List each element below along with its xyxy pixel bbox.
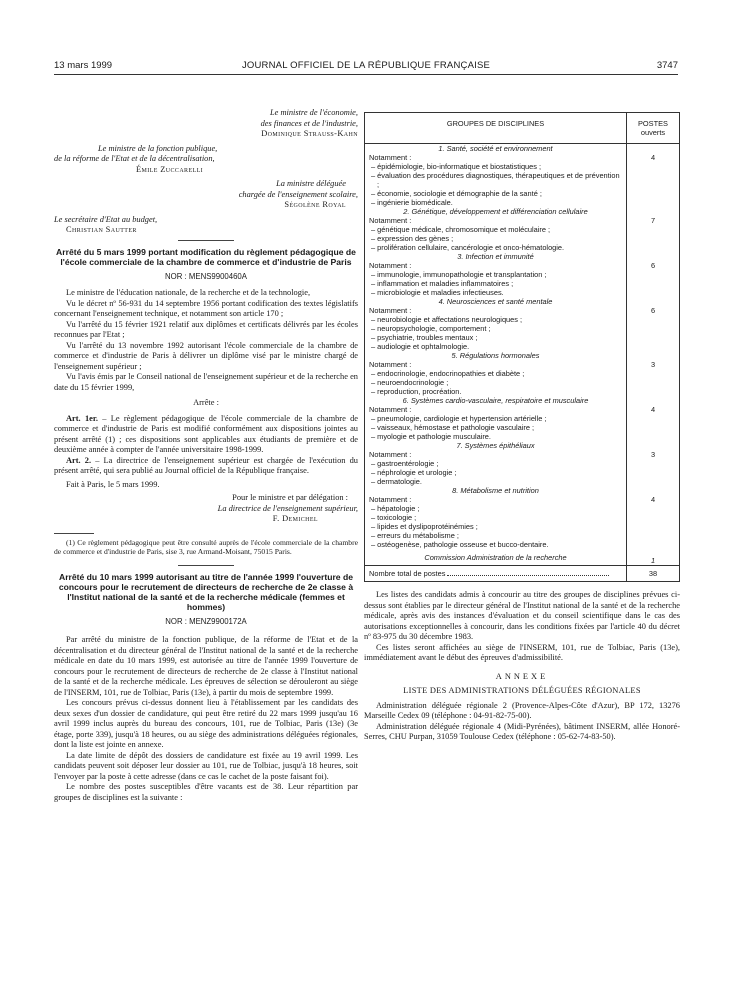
table-row: [365, 162, 680, 171]
journal-title: JOURNAL OFFICIEL DE LA RÉPUBLIQUE FRANÇAISE: [241, 60, 491, 71]
discipline-item: – reproduction, procréation.: [365, 387, 627, 396]
article-2: [54, 456, 358, 477]
empty-cell: [627, 504, 680, 513]
header-date: 13 mars 1999: [54, 60, 113, 71]
right-column: [364, 112, 680, 743]
table-row: [365, 522, 680, 531]
group-title-row: [365, 297, 680, 306]
group-notamment-row: [365, 360, 680, 369]
signatory-name: Émile Zuccarelli: [136, 164, 204, 174]
group-empty-cell: [627, 252, 680, 261]
group-title: 8. Métabolisme et nutrition: [365, 486, 627, 495]
group-notamment-row: [365, 216, 680, 225]
signatory-name: Ségolène Royal: [284, 200, 346, 209]
paragraph: Vu l'arrêté du 15 février 1921 relatif aux diplômes et certificats délivrés par les écoles reconnues par l'Etat ;: [54, 319, 358, 339]
signatory-title: chargée de l'enseignement scolaire,: [238, 189, 358, 199]
group-notamment-row: [365, 306, 680, 315]
table-row: [365, 504, 680, 513]
signatory-title: La directrice de l'enseignement supérieur,: [217, 503, 358, 513]
signature-block: [54, 493, 358, 525]
empty-cell: [627, 531, 680, 540]
group-title-row: [365, 144, 680, 154]
header-groupes: GROUPES DE DISCIPLINES: [365, 113, 627, 144]
group-count: 3: [627, 360, 680, 369]
discipline-item: – épidémiologie, bio-informatique et biostatistiques ;: [365, 162, 627, 171]
paragraph: Administration déléguée régionale 4 (Midi-Pyrénées), bâtiment INSERM, allée Honoré-Serres, CHU Purpan, 31059 Toulouse Cedex (téléphone : 05-62-74-83-50).: [364, 721, 680, 741]
group-title-row: [365, 396, 680, 405]
empty-cell: [627, 171, 680, 189]
group-notamment-row: [365, 450, 680, 459]
group-title-row: [365, 486, 680, 495]
table-row: [365, 333, 680, 342]
discipline-item: – vaisseaux, hémostase et pathologie vasculaire ;: [365, 423, 627, 432]
discipline-item: – ingénierie biomédicale.: [365, 198, 627, 207]
signatory-name: F. Demichel: [272, 514, 318, 523]
notamment-label: Notamment :: [365, 360, 627, 369]
header-postes: [627, 113, 680, 144]
group-title: 1. Santé, société et environnement: [365, 144, 627, 154]
table-row: [365, 171, 680, 189]
group-empty-cell: [627, 396, 680, 405]
notamment-label: Notamment :: [365, 261, 627, 270]
discipline-item: – lipides et dyslipoprotéinémies ;: [365, 522, 627, 531]
signatory-title: des finances et de l'industrie,: [260, 118, 358, 128]
empty-cell: [627, 540, 680, 549]
empty-cell: [627, 198, 680, 207]
group-title-row: [365, 441, 680, 450]
table-row: [365, 324, 680, 333]
annexe-heading: ANNEXE: [495, 671, 549, 681]
paragraph: Vu l'avis émis par le Conseil national de l'enseignement supérieur et de la recherche en date du 15 février 1999,: [54, 372, 358, 392]
empty-cell: [627, 243, 680, 252]
empty-cell: [627, 369, 680, 378]
table-row: [365, 432, 680, 441]
signatory-title: Le secrétaire d'Etat au budget,: [54, 214, 158, 224]
discipline-item: – microbiologie et maladies infectieuses.: [365, 288, 627, 297]
group-count: 4: [627, 495, 680, 504]
discipline-item: – myologie et pathologie musculaire.: [365, 432, 627, 441]
empty-cell: [627, 432, 680, 441]
total-count: 38: [627, 566, 680, 582]
page-number: 3747: [656, 60, 678, 71]
discipline-item: – gastroentérologie ;: [365, 459, 627, 468]
signatory-title: Le ministre de l'économie,: [269, 108, 358, 117]
group-title: 7. Systèmes épithéliaux: [365, 441, 627, 450]
table-row: [365, 243, 680, 252]
separator: [178, 565, 234, 566]
commission-count: 1: [627, 549, 680, 566]
article-text: – Le règlement pédagogique de l'école commerciale de la chambre de commerce et d'industrie de Paris est modifié conformément aux dispositions jointes au présent arrêté (1) ; ces dispositions sont applicables aux étudiants de première et de deuxième année à compter de l'année universitaire 1998-1999.: [54, 413, 359, 454]
total-row: [365, 566, 680, 582]
table-row: [365, 234, 680, 243]
empty-cell: [627, 378, 680, 387]
nor-reference: NOR : MENS9900460A: [165, 271, 247, 281]
signatory-title: Le ministre de la fonction publique,: [98, 143, 218, 153]
separator: [178, 240, 234, 241]
page-header: [54, 60, 678, 74]
empty-cell: [627, 477, 680, 486]
group-title: 3. Infection et immunité: [365, 252, 627, 261]
article-text: – La directrice de l'enseignement supérieur est chargée de l'exécution du présent arrêté, qui sera publié au Journal officiel de la République française.: [54, 455, 358, 475]
group-count: 6: [627, 261, 680, 270]
empty-cell: [627, 459, 680, 468]
table-row: [365, 189, 680, 198]
empty-cell: [627, 468, 680, 477]
article-label: Art. 2.: [66, 455, 92, 465]
footnote-rule: [54, 533, 94, 534]
group-title: 4. Neurosciences et santé mentale: [365, 297, 627, 306]
header-rule: [54, 74, 678, 75]
group-empty-cell: [627, 207, 680, 216]
paragraph: Vu le décret nº 56-931 du 14 septembre 1956 portant codification des textes législatifs concernant l'enseignement technique, et notamment son article 170 ;: [54, 298, 358, 318]
signatory-name: Christian Sautter: [66, 225, 137, 234]
discipline-item: – inflammation et maladies inflammatoires ;: [365, 279, 627, 288]
group-title: 5. Régulations hormonales: [365, 351, 627, 360]
group-empty-cell: [627, 486, 680, 495]
group-title: 2. Génétique, développement et différenciation cellulaire: [365, 207, 627, 216]
arrete-word: Arrête :: [193, 398, 219, 407]
paragraph: Les concours prévus ci-dessus donnent lieu à l'établissement par les candidats des deux sexes d'un dossier de candidature, qui peut être retiré du 22 mars 1999 jusqu'au 16 avril 1999 inclus auprès du bureau des concours, 101, rue de Tolbiac, Paris (13e) (3e étage, porte 339), jusqu'à 18 heures, ou au siège des administrations déléguées régionales, dont la liste est jointe en annexe.: [54, 698, 358, 749]
total-label-cell: [365, 566, 627, 582]
notamment-label: Notamment :: [365, 153, 627, 162]
after-table: [364, 590, 680, 743]
signatory-title: de la réforme de l'Etat et de la décentralisation,: [54, 154, 215, 163]
discipline-item: – neuropsychologie, comportement ;: [365, 324, 627, 333]
discipline-item: – dermatologie.: [365, 477, 627, 486]
discipline-item: – ostéogenèse, pathologie osseuse et bucco-dentaire.: [365, 540, 627, 549]
arrete-title: Arrêté du 10 mars 1999 autorisant au titre de l'année 1999 l'ouverture de concours pour le recrutement de directeurs de recherche de 2e classe à l'Institut national de la santé et de la recherche médicale (femmes et hommes): [58, 571, 354, 612]
notamment-label: Notamment :: [365, 450, 627, 459]
group-empty-cell: [627, 297, 680, 306]
empty-cell: [627, 414, 680, 423]
table-row: [365, 540, 680, 549]
empty-cell: [627, 324, 680, 333]
group-count: 6: [627, 306, 680, 315]
signatory-name: Dominique Strauss-Kahn: [261, 129, 358, 138]
table-row: [365, 279, 680, 288]
nor-reference: NOR : MENZ9900172A: [165, 616, 247, 626]
paragraph: Ces listes seront affichées au siège de l'INSERM, 101, rue de Tolbiac, Paris (13e), immédiatement avant le début des épreuves d'admissibilité.: [364, 642, 680, 662]
paragraph: Par arrêté du ministre de la fonction publique, de la réforme de l'Etat et de la décentralisation et du directeur général de l'Institut national de la santé et de la recherche médicale en date du 10 mars 1999, est autorisée au titre de l'année 1999 l'ouverture de concours pour le recrutement de directeurs de recherche de 2e classe à l'Institut national de la santé et de la recherche médicale. Les épreuves de sélection se dérouleront au siège de l'INSERM, 101, rue de Tolbiac, Paris (13e), à partir du mois de septembre 1999.: [54, 635, 358, 697]
empty-cell: [627, 279, 680, 288]
discipline-item: – pneumologie, cardiologie et hypertension artérielle ;: [365, 414, 627, 423]
group-empty-cell: [627, 441, 680, 450]
discipline-item: – audiologie et ophtalmologie.: [365, 342, 627, 351]
discipline-item: – erreurs du métabolisme ;: [365, 531, 627, 540]
group-empty-cell: [627, 351, 680, 360]
commission-label: Commission Administration de la recherche: [365, 549, 627, 566]
table-row: [365, 414, 680, 423]
group-notamment-row: [365, 153, 680, 162]
empty-cell: [627, 225, 680, 234]
group-count: 3: [627, 450, 680, 459]
footnote: (1) Ce règlement pédagogique peut être consulté auprès de l'école commerciale de la chambre de commerce et d'industrie de Paris, sise 3, rue Armand-Moisant, 75015 Paris.: [54, 537, 358, 556]
group-notamment-row: [365, 261, 680, 270]
notamment-label: Notamment :: [365, 306, 627, 315]
fait-date: Fait à Paris, le 5 mars 1999.: [66, 479, 160, 489]
discipline-item: – immunologie, immunopathologie et transplantation ;: [365, 270, 627, 279]
table-row: [365, 198, 680, 207]
signature-block: [54, 108, 358, 236]
article-1: [54, 414, 358, 456]
dot-leader: [447, 575, 609, 576]
discipline-item: – prolifération cellulaire, cancérologie et onco-hématologie.: [365, 243, 627, 252]
table-row: [365, 369, 680, 378]
group-count: 4: [627, 153, 680, 162]
empty-cell: [627, 342, 680, 351]
empty-cell: [627, 423, 680, 432]
signatory-title: Pour le ministre et par délégation :: [232, 493, 348, 502]
paragraph: Administration déléguée régionale 2 (Provence-Alpes-Côte d'Azur), BP 172, 13276 Marseille Cedex 09 (téléphone : 04-91-82-75-00).: [364, 700, 680, 720]
paragraph: Le ministre de l'éducation nationale, de la recherche et de la technologie,: [66, 288, 311, 297]
notamment-label: Notamment :: [365, 495, 627, 504]
table-row: [365, 477, 680, 486]
group-empty-cell: [627, 144, 680, 154]
group-title-row: [365, 252, 680, 261]
group-title: 6. Systèmes cardio-vasculaire, respiratoire et musculaire: [365, 396, 627, 405]
empty-cell: [627, 315, 680, 324]
paragraph: Les listes des candidats admis à concourir au titre des groupes de disciplines prévues ci-dessus sont établies par le directeur général de l'Institut national de la santé et de la recherche médicale, après avis des instances d'évaluation et du conseil scientifique dans le cas des autorisations exceptionnelles à concourir, dans les conditions fixées par l'article 40 du décret nº 83-975 du 30 décembre 1983.: [364, 590, 680, 641]
left-column: [54, 108, 358, 803]
header-postes-line: POSTES: [638, 119, 668, 128]
empty-cell: [627, 387, 680, 396]
discipline-item: – néphrologie et urologie ;: [365, 468, 627, 477]
paragraph: Vu l'arrêté du 13 novembre 1992 autorisant l'école commerciale de la chambre de commerce et d'industrie de Paris à délivrer un diplôme visé par le ministre chargé de l'enseignement supérieur ;: [54, 340, 358, 371]
group-notamment-row: [365, 405, 680, 414]
table-row: [365, 270, 680, 279]
table-row: [365, 468, 680, 477]
empty-cell: [627, 333, 680, 342]
total-label: Nombre total de postes: [369, 569, 446, 578]
group-title-row: [365, 207, 680, 216]
discipline-item: – neurobiologie et affectations neurologiques ;: [365, 315, 627, 324]
empty-cell: [627, 270, 680, 279]
group-count: 7: [627, 216, 680, 225]
discipline-item: – évaluation des procédures diagnostiques, thérapeutiques et de prévention ;: [365, 171, 627, 189]
table-row: [365, 387, 680, 396]
arrete-title: Arrêté du 5 mars 1999 portant modification du règlement pédagogique de l'école commerciale de la chambre de commerce et d'industrie de Paris: [56, 246, 356, 267]
empty-cell: [627, 513, 680, 522]
annexe-subheading: LISTE DES ADMINISTRATIONS DÉLÉGUÉES RÉGIONALES: [403, 686, 641, 695]
table-row: [365, 225, 680, 234]
notamment-label: Notamment :: [365, 405, 627, 414]
empty-cell: [627, 234, 680, 243]
table-row: [365, 315, 680, 324]
header-postes-line: ouverts: [640, 128, 666, 137]
discipline-item: – hépatologie ;: [365, 504, 627, 513]
table-row: [365, 459, 680, 468]
discipline-item: – économie, sociologie et démographie de la santé ;: [365, 189, 627, 198]
discipline-item: – toxicologie ;: [365, 513, 627, 522]
group-count: 4: [627, 405, 680, 414]
discipline-item: – génétique médicale, chromosomique et moléculaire ;: [365, 225, 627, 234]
table-body: [365, 144, 680, 550]
empty-cell: [627, 162, 680, 171]
empty-cell: [627, 522, 680, 531]
discipline-item: – psychiatrie, troubles mentaux ;: [365, 333, 627, 342]
signatory-title: La ministre déléguée: [276, 179, 346, 188]
empty-cell: [627, 189, 680, 198]
table-row: [365, 549, 680, 566]
table-row: [365, 288, 680, 297]
discipline-item: – endocrinologie, endocrinopathies et diabète ;: [365, 369, 627, 378]
table-row: [365, 531, 680, 540]
empty-cell: [627, 288, 680, 297]
table-row: [365, 513, 680, 522]
disciplines-table: [364, 112, 680, 582]
paragraph: La date limite de dépôt des dossiers de candidature est fixée au 19 avril 1999. Les candidats peuvent soit déposer leur dossier au 101, rue de Tolbiac, jusqu'à 18 heures, soit l'envoyer par la poste à cette adresse (dans ce cas le cachet de la poste faisant foi).: [54, 750, 358, 781]
table-row: [365, 342, 680, 351]
article-label: Art. 1er.: [66, 413, 98, 423]
table-row: [365, 423, 680, 432]
group-title-row: [365, 351, 680, 360]
group-notamment-row: [365, 495, 680, 504]
table-row: [365, 378, 680, 387]
discipline-item: – expression des gènes ;: [365, 234, 627, 243]
table-header: [365, 113, 680, 144]
notamment-label: Notamment :: [365, 216, 627, 225]
paragraph: Le nombre des postes susceptibles d'être vacants est de 38. Leur répartition par groupes de disciplines est la suivante :: [54, 782, 358, 802]
discipline-item: – neuroendocrinologie ;: [365, 378, 627, 387]
